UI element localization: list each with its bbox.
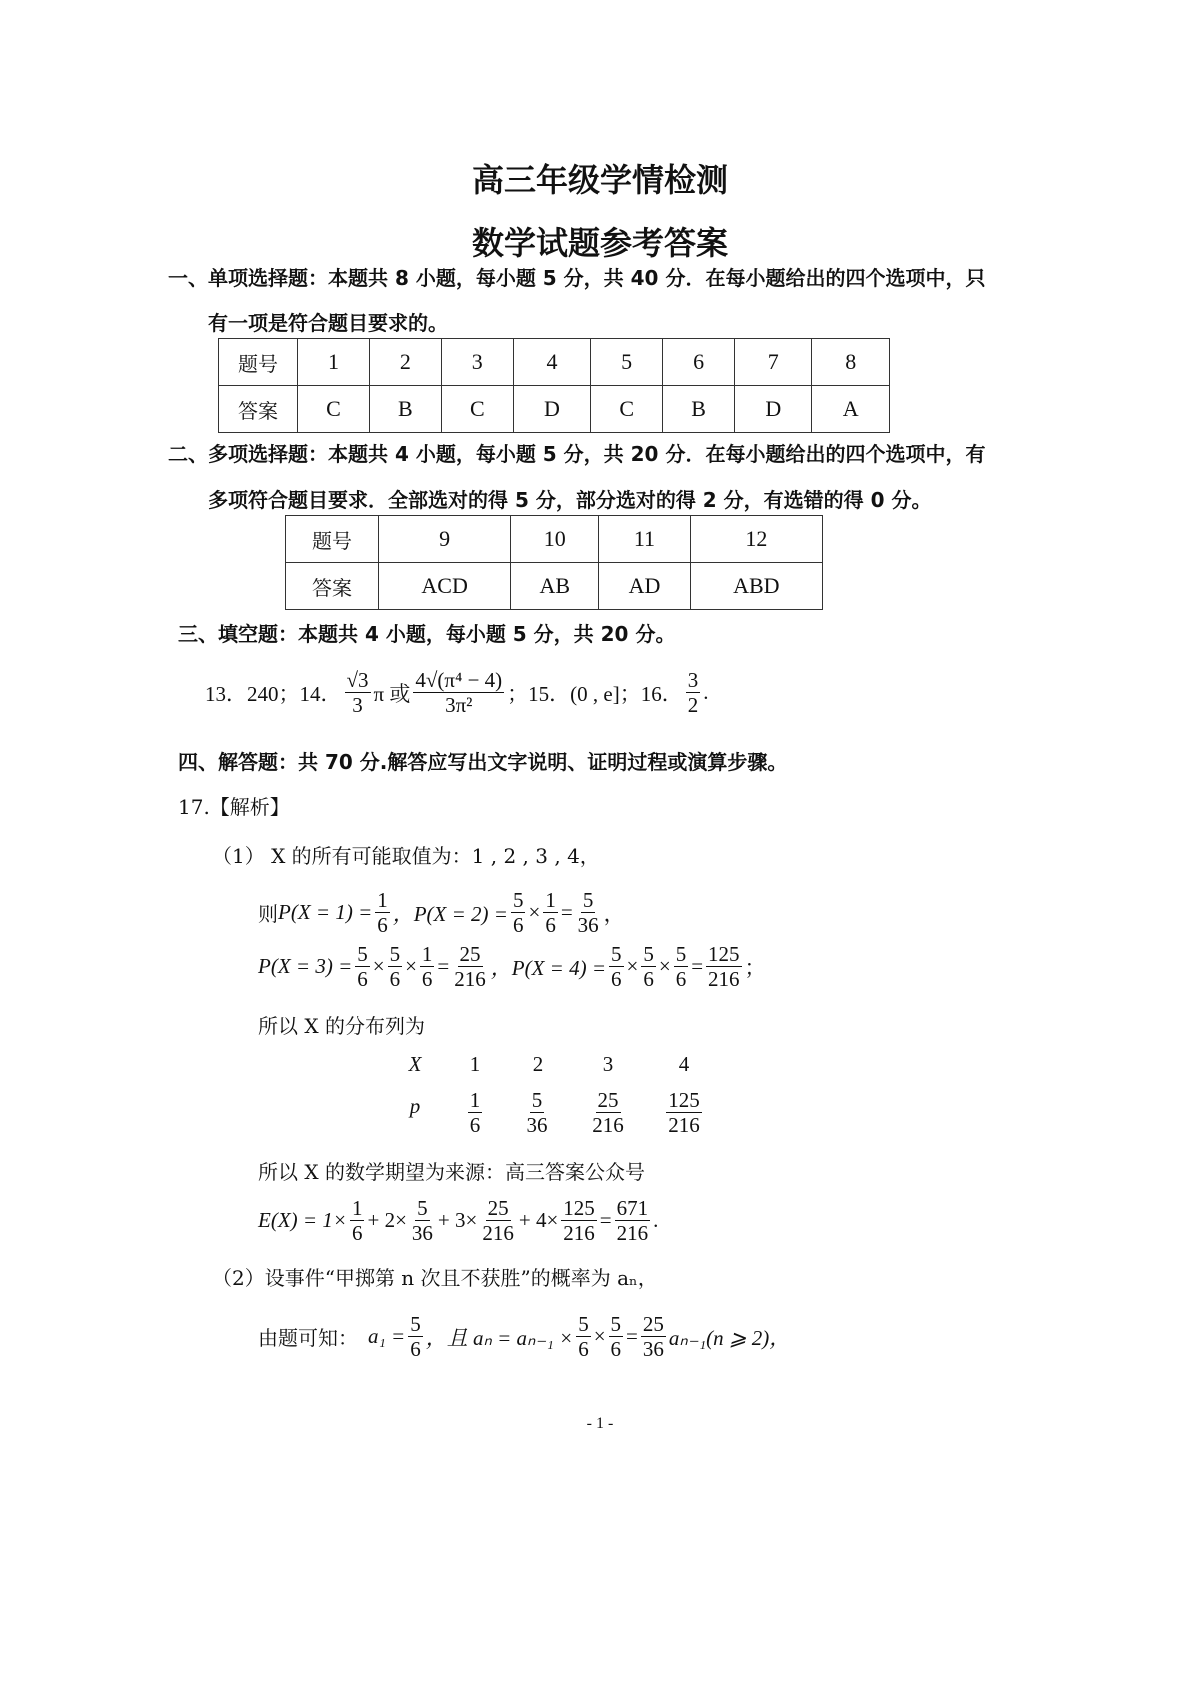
p1-lhs: P(X = 1) =	[278, 900, 373, 925]
question-number: 6	[663, 339, 735, 386]
answer-cell: D	[735, 386, 812, 433]
dist-p-value: $\frac{1}{6}$	[469, 1088, 481, 1138]
answer-cell: D	[513, 386, 590, 433]
q17-label: 17.【解析】	[178, 795, 290, 819]
p4-fraction-b: $\frac{5}{6}$	[643, 942, 654, 992]
table-row	[219, 386, 890, 433]
prob-line-2: P(X = 3) = $\frac{5}{6}$ × $\frac{5}{6}$ × $\frac{1}{6}$ = $\frac{25}{216}$ ，P(X = 4) = $\frac{5}{6}$ × $\frac{5}{6}$ × $\frac{5}{6}$ = $\frac{125}{216}$ ；	[258, 942, 766, 992]
fill-in-answers	[205, 668, 708, 717]
dist-x-label: X	[408, 1052, 422, 1076]
section1-heading-line2: 有一项是符合题目要求的。	[208, 311, 448, 335]
table-answer-label: 答案	[219, 386, 298, 433]
answer-cell: B	[369, 386, 441, 433]
expectation-formula	[258, 1196, 658, 1245]
dist-p-value: $\frac{25}{216}$	[592, 1088, 624, 1138]
answer-cell: C	[591, 386, 663, 433]
table-row	[286, 516, 823, 563]
dist-x-value: 1	[469, 1052, 481, 1076]
part2-known: 由题可知：	[258, 1326, 358, 1351]
p2-fraction-b: $\frac{1}{6}$	[545, 888, 556, 938]
dist-x-value: 4	[678, 1052, 690, 1076]
question-number: 8	[812, 339, 890, 386]
p4-result: $\frac{125}{216}$	[708, 942, 740, 992]
exp-term2-pre: + 2×	[367, 1208, 407, 1233]
p4-end: ；	[744, 955, 766, 980]
q16-end: .	[703, 680, 709, 705]
answer-cell: A	[812, 386, 890, 433]
dist-x-value: 3	[602, 1052, 614, 1076]
question-number: 9	[379, 516, 511, 563]
question-number: 1	[298, 339, 370, 386]
prob-prefix: 则	[258, 902, 278, 927]
a1-fraction: $\frac{5}{6}$	[410, 1312, 421, 1362]
exp-term1: $\frac{1}{6}$	[351, 1196, 363, 1246]
section2-heading-line1: 二、多项选择题：本题共 4 小题，每小题 5 分，共 20 分．在每小题给出的四个选项中，有	[168, 442, 986, 466]
q14-fraction-a: $\frac{√3}{3}$	[346, 668, 369, 718]
p2-result: $\frac{5}{36}$	[577, 888, 599, 938]
an-lhs: ，且 aₙ = aₙ₋₁ ×	[425, 1325, 574, 1350]
section1-heading-line1: 一、单项选择题：本题共 8 小题，每小题 5 分，共 40 分．在每小题给出的四个选项中，只	[168, 266, 986, 290]
exp-term3-pre: + 3×	[437, 1208, 478, 1233]
an-result: $\frac{25}{36}$	[642, 1312, 664, 1362]
answer-cell: AB	[511, 563, 599, 610]
p3-lhs: P(X = 3) =	[258, 954, 353, 979]
page-number: - 1 -	[586, 1415, 614, 1432]
question-number: 10	[511, 516, 599, 563]
page-subtitle: 数学试题参考答案	[471, 224, 728, 262]
question-number: 7	[735, 339, 812, 386]
question-number: 4	[513, 339, 590, 386]
exp-term4-pre: + 4×	[518, 1208, 559, 1233]
answer-cell: ACD	[379, 563, 511, 610]
exp-term2: $\frac{5}{36}$	[411, 1196, 433, 1246]
single-choice-answer-table	[218, 338, 890, 433]
exp-term3: $\frac{25}{216}$	[482, 1196, 514, 1246]
q15-q16-label: ；15．(0 , e]；16．	[507, 681, 683, 706]
prob-line-1: 则 P(X = 1) = $\frac{1}{6}$ ，P(X = 2) = $\frac{5}{6}$ × $\frac{1}{6}$ = $\frac{5}{36}$ ，	[258, 888, 625, 938]
table-answer-label: 答案	[286, 563, 379, 610]
distribution-intro: 所以 X 的分布列为	[258, 1014, 425, 1038]
table-row	[286, 563, 823, 610]
answer-cell: B	[663, 386, 735, 433]
p3-result: $\frac{25}{216}$	[454, 942, 486, 992]
answer-cell: AD	[599, 563, 690, 610]
exp-end: .	[653, 1208, 659, 1233]
p4-fraction-a: $\frac{5}{6}$	[611, 942, 622, 992]
p4-fraction-c: $\frac{5}{6}$	[675, 942, 687, 992]
q13-q14-label: 13．240；14．	[205, 681, 342, 706]
question-number: 2	[369, 339, 441, 386]
an-fraction-a: $\frac{5}{6}$	[578, 1312, 589, 1362]
p2-end: ，	[603, 901, 625, 926]
section3-heading: 三、填空题：本题共 4 小题，每小题 5 分，共 20 分。	[178, 622, 676, 646]
answer-cell: ABD	[690, 563, 822, 610]
dist-x-value: 2	[532, 1052, 544, 1076]
p3-fraction-a: $\frac{5}{6}$	[357, 942, 368, 992]
dist-p-label: p	[409, 1094, 421, 1118]
q16-fraction: $\frac{3}{2}$	[687, 668, 699, 718]
question-number: 12	[690, 516, 822, 563]
p3-fraction-c: $\frac{1}{6}$	[421, 942, 433, 992]
q14-fraction-b: $\frac{\text{4√(π⁴ − 4)}}{\text{3π²}}$	[415, 668, 503, 718]
part2-intro: （2）设事件“甲掷第 n 次且不获胜”的概率为 aₙ，	[212, 1266, 658, 1290]
expectation-intro: 所以 X 的数学期望为来源：高三答案公众号	[258, 1160, 645, 1184]
exp-lhs: E(X) = 1×	[258, 1208, 347, 1233]
table-header-label: 题号	[219, 339, 298, 386]
multi-choice-answer-table	[285, 515, 823, 610]
question-number: 5	[591, 339, 663, 386]
question-number: 11	[599, 516, 690, 563]
p1-fraction: $\frac{1}{6}$	[377, 888, 388, 938]
exp-term4: $\frac{125}{216}$	[563, 1196, 595, 1246]
p3-fraction-b: $\frac{5}{6}$	[389, 942, 401, 992]
exp-result: $\frac{671}{216}$	[616, 1196, 649, 1246]
dist-p-value: $\frac{5}{36}$	[526, 1088, 548, 1138]
an-tail: aₙ₋₁(n ⩾ 2)，	[668, 1325, 791, 1350]
a1-lhs: a₁ =	[368, 1324, 406, 1349]
part1-intro: （1） X 的所有可能取值为：1 , 2 , 3 , 4，	[212, 844, 600, 868]
section2-heading-line2: 多项符合题目要求．全部选对的得 5 分，部分选对的得 2 分，有选错的得 0 分。	[208, 488, 932, 512]
p4-lhs: ，P(X = 4) =	[490, 955, 606, 980]
page-title: 高三年级学情检测	[471, 161, 728, 199]
dist-p-value: $\frac{125}{216}$	[668, 1088, 700, 1138]
exp-equals: =	[599, 1208, 612, 1233]
p2-fraction-a: $\frac{5}{6}$	[512, 888, 524, 938]
table-header-label: 题号	[286, 516, 379, 563]
q14-pi-or: π 或	[373, 681, 411, 706]
an-fraction-b: $\frac{5}{6}$	[610, 1312, 622, 1362]
answer-cell: C	[441, 386, 513, 433]
section4-heading: 四、解答题：共 70 分.解答应写出文字说明、证明过程或演算步骤。	[178, 750, 788, 774]
answer-cell: C	[298, 386, 370, 433]
recurrence-line: 由题可知： a₁ = $\frac{5}{6}$ ，且 aₙ = aₙ₋₁ × $\frac{5}{6}$ × $\frac{5}{6}$ = $\frac{25}{36}$ aₙ₋₁(n ⩾ 2)，	[258, 1312, 791, 1362]
p2-lhs: ，P(X = 2) =	[392, 901, 508, 926]
question-number: 3	[441, 339, 513, 386]
table-row	[219, 339, 890, 386]
